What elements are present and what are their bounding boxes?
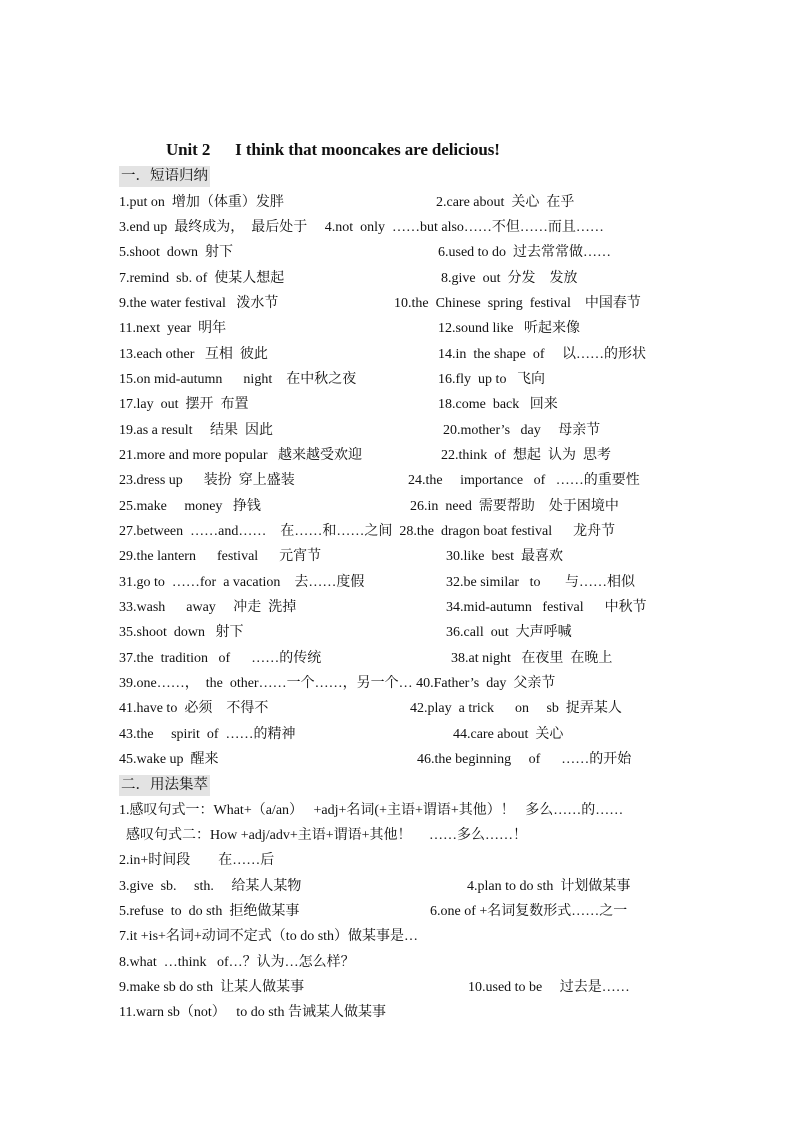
phrase-left: 29.the lantern festival 元宵节	[119, 549, 322, 564]
phrase-right: 42.play a trick on sb 捉弄某人	[410, 701, 622, 716]
usage-right: 4.plan to do sth 计划做某事	[467, 879, 631, 894]
phrase-right: 36.call out 大声呼喊	[446, 625, 572, 640]
phrase-left: 23.dress up 装扮 穿上盛装	[119, 473, 295, 488]
usage-right: 6.one of +名词复数形式……之一	[430, 904, 628, 919]
usage-row	[0, 977, 794, 999]
phrase-row	[0, 698, 794, 720]
phrase-row	[0, 217, 794, 239]
phrase-row	[0, 420, 794, 442]
phrase-right: 34.mid-autumn festival 中秋节	[446, 600, 647, 615]
phrase-row	[0, 622, 794, 644]
phrase-row	[0, 394, 794, 416]
phrase-row	[0, 445, 794, 467]
usage-left: 3.give sb. sth. 给某人某物	[119, 879, 302, 894]
phrase-row	[0, 521, 794, 543]
phrase-right: 20.mother’s day 母亲节	[443, 423, 601, 438]
phrase-right: 26.in need 需要帮助 处于困境中	[410, 499, 619, 514]
phrase-row	[0, 268, 794, 290]
phrase-right: 38.at night 在夜里 在晚上	[451, 651, 613, 666]
phrase-left: 19.as a result 结果 因此	[119, 423, 273, 438]
phrase-right: 14.in the shape of 以……的形状	[438, 347, 647, 362]
phrase-left: 45.wake up 醒来	[119, 752, 219, 767]
usage-row	[0, 926, 794, 948]
usage-row	[0, 1002, 794, 1024]
usage-row	[0, 952, 794, 974]
phrase-left: 15.on mid-autumn night 在中秋之夜	[119, 372, 357, 387]
section-heading-phrases: 一．短语归纳	[119, 166, 210, 187]
phrase-left: 9.the water festival 泼水节	[119, 296, 279, 311]
usage-row	[0, 800, 794, 822]
phrase-row	[0, 546, 794, 568]
phrase-left: 5.shoot down 射下	[119, 245, 233, 260]
usage-left: 5.refuse to do sth 拒绝做某事	[119, 904, 300, 919]
phrase-left: 17.lay out 摆开 布置	[119, 397, 249, 412]
phrase-left: 7.remind sb. of 使某人想起	[119, 271, 285, 286]
phrase-left: 43.the spirit of ……的精神	[119, 727, 296, 742]
phrase-row	[0, 724, 794, 746]
phrase-row	[0, 470, 794, 492]
phrase-left: 11.next year 明年	[119, 321, 227, 336]
usage-row	[0, 876, 794, 898]
phrase-row	[0, 648, 794, 670]
phrase-left: 27.between ……and…… 在……和……之间 28.the dragon boat festival 龙舟节	[119, 524, 616, 539]
phrase-left: 1.put on 增加（体重）发胖	[119, 195, 284, 210]
phrase-row	[0, 344, 794, 366]
usage-left: 1.感叹句式一：What+（a/an） +adj+名词(+主语+谓语+其他）！ 多么……的……	[119, 803, 624, 818]
phrase-row	[0, 293, 794, 315]
phrase-left: 35.shoot down 射下	[119, 625, 244, 640]
usage-left: 9.make sb do sth 让某人做某事	[119, 980, 305, 995]
phrase-left: 37.the tradition of ……的传统	[119, 651, 322, 666]
usage-left: 2.in+时间段 在……后	[119, 853, 275, 868]
phrase-right: 24.the importance of ……的重要性	[408, 473, 640, 488]
phrase-left: 39.one……， the other……一个……，另一个… 40.Father’s day 父亲节	[119, 676, 556, 691]
phrase-left: 25.make money 挣钱	[119, 499, 261, 514]
section-heading-usage: 二．用法集萃	[119, 775, 210, 796]
phrase-right: 18.come back 回来	[438, 397, 558, 412]
phrase-left: 33.wash away 冲走 洗掉	[119, 600, 297, 615]
phrase-left: 13.each other 互相 彼此	[119, 347, 268, 362]
phrase-right: 32.be similar to 与……相似	[446, 575, 635, 590]
usage-row	[0, 850, 794, 872]
unit-title: Unit 2 I think that mooncakes are delicious!	[166, 140, 500, 159]
phrase-row	[0, 496, 794, 518]
phrase-row	[0, 597, 794, 619]
phrase-row	[0, 318, 794, 340]
phrase-right: 6.used to do 过去常常做……	[438, 245, 612, 260]
phrase-row	[0, 242, 794, 264]
phrase-right: 46.the beginning of ……的开始	[417, 752, 632, 767]
phrase-left: 3.end up 最终成为， 最后处于 4.not only ……but also……不但……而且……	[119, 220, 604, 235]
phrase-left: 41.have to 必须 不得不	[119, 701, 269, 716]
usage-left: 感叹句式二：How +adj/adv+主语+谓语+其他！ ……多么……！	[119, 828, 528, 843]
phrase-right: 22.think of 想起 认为 思考	[441, 448, 611, 463]
usage-left: 11.warn sb（not） to do sth 告诫某人做某事	[119, 1005, 387, 1020]
phrase-right: 44.care about 关心	[453, 727, 564, 742]
phrase-right: 16.fly up to 飞向	[438, 372, 545, 387]
phrase-row	[0, 673, 794, 695]
phrase-right: 10.the Chinese spring festival 中国春节	[394, 296, 641, 311]
phrase-row	[0, 192, 794, 214]
phrase-row	[0, 572, 794, 594]
phrase-right: 2.care about 关心 在乎	[436, 195, 575, 210]
phrase-right: 30.like best 最喜欢	[446, 549, 564, 564]
phrase-row	[0, 749, 794, 771]
usage-row	[0, 901, 794, 923]
phrase-left: 31.go to ……for a vacation 去……度假	[119, 575, 365, 590]
phrase-left: 21.more and more popular 越来越受欢迎	[119, 448, 363, 463]
usage-left: 7.it +is+名词+动词不定式（to do sth）做某事是…	[119, 929, 419, 944]
phrase-row	[0, 369, 794, 391]
phrase-right: 8.give out 分发 发放	[441, 271, 578, 286]
usage-right: 10.used to be 过去是……	[468, 980, 630, 995]
usage-left: 8.what …think of…？认为…怎么样？	[119, 955, 355, 970]
usage-row	[0, 825, 794, 847]
phrase-right: 12.sound like 听起来像	[438, 321, 580, 336]
